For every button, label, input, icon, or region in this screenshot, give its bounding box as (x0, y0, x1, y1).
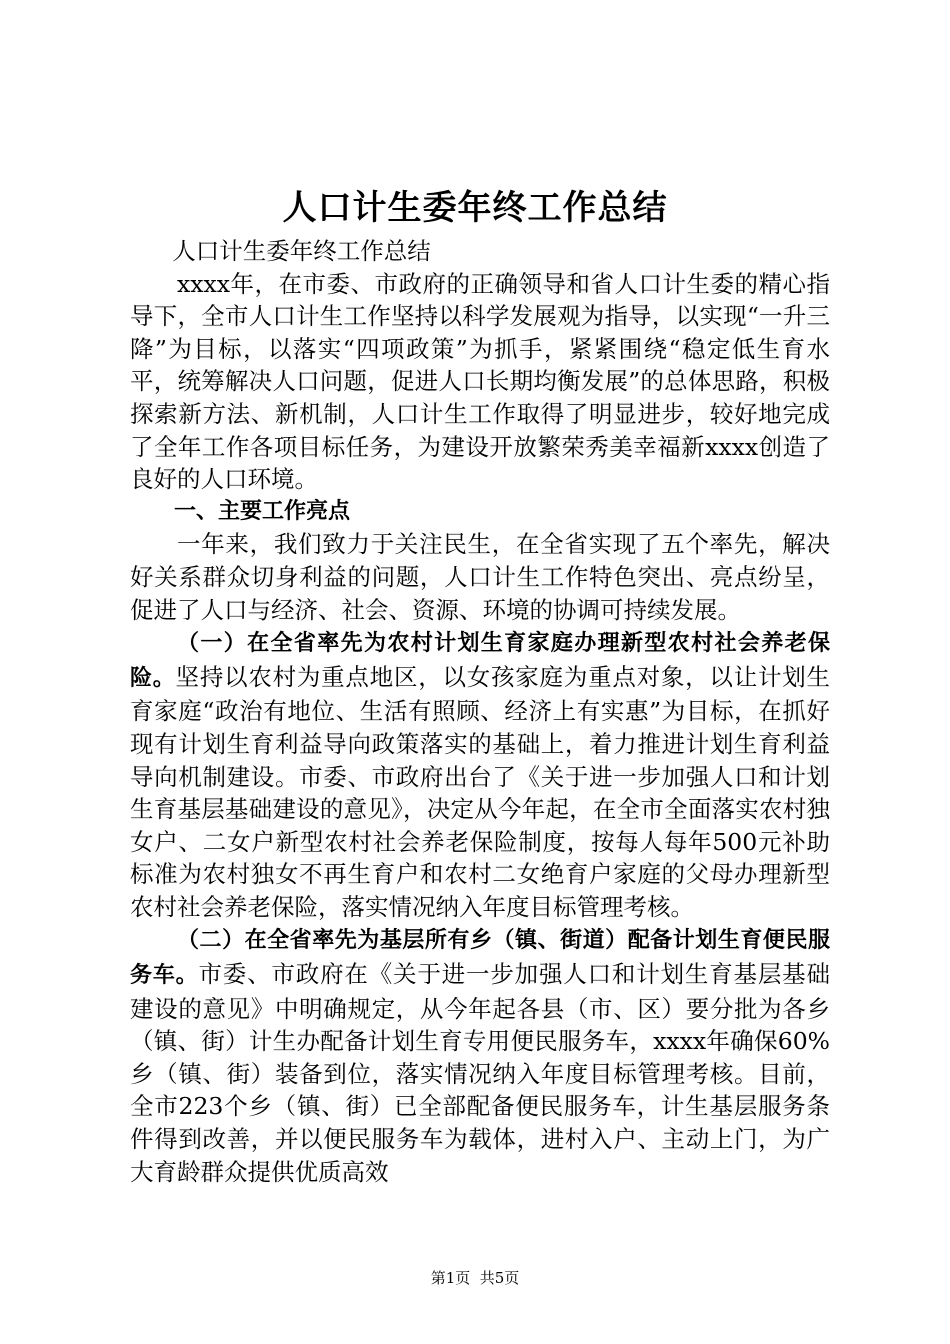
intro-paragraph: xxxx年，在市委、市政府的正确领导和省人口计生委的精心指导下，全市人口计生工作坚持以科学发展观为指导，以实现“一升三降”为目标，以落实“四项政策”为抓手，紧紧围绕“稳定低生育水平，统筹解决人口问题，促进人口长期均衡发展”的总体思路，积极探索新方法、新机制，人口计生工作取得了明显进步，较好地完成了全年工作各项目标任务，为建设开放繁荣秀美幸福新xxxx创造了良好的人口环境。 (130, 269, 830, 494)
document-title: 人口计生委年终工作总结 (282, 188, 668, 228)
page-number: 第1页 共5页 (430, 1269, 520, 1287)
section-heading: 一、主要工作亮点 (174, 498, 351, 524)
document-subtitle: 人口计生委年终工作总结 (172, 237, 431, 265)
item-paragraph-1 (130, 626, 830, 923)
item-body-2: 市委、市政府在《关于进一步加强人口和计划生育基层基础建设的意见》中明确规定，从今年起各县（市、区）要分批为各乡（镇、街）计生办配备计划生育专用便民服务车，xxxx年确保60%乡（镇、街）装备到位，落实情况纳入年度目标管理考核。目前，全市223个乡（镇、街）已全部配备便民服务车，计生基层服务条件得到改善，并以便民服务车为载体，进村入户、主动上门，为广大育龄群众提供优质高效 (130, 960, 830, 1186)
item-heading-2: （二）在全省率先为基层所有乡（镇、街道）配备计划生育便民服务车。 (130, 928, 830, 989)
item-paragraph-2 (130, 923, 830, 1188)
document-body (130, 235, 830, 1188)
page-footer (0, 1268, 950, 1288)
section-intro-paragraph: 一年来，我们致力于关注民生，在全省实现了五个率先，解决好关系群众切身利益的问题，人口计生工作特色突出、亮点纷呈，促进了人口与经济、社会、资源、环境的协调可持续发展。 (130, 530, 830, 624)
item-heading-1: （一）在全省率先为农村计划生育家庭办理新型农村社会养老保险。 (130, 631, 830, 691)
item-body-1: 坚持以农村为重点地区，以女孩家庭为重点对象，以让计划生育家庭“政治有地位、生活有照顾、经济上有实惠”为目标，在抓好现有计划生育利益导向政策落实的基础上，着力推进计划生育利益导向机制建设。市委、市政府出台了《关于进一步加强人口和计划生育基层基础建设的意见》，决定从今年起，在全市全面落实农村独女户、二女户新型农村社会养老保险制度，按每人每年500元补助标准为农村独女不再生育户和农村二女绝育户家庭的父母办理新型农村社会养老保险，落实情况纳入年度目标管理考核。 (130, 662, 830, 921)
